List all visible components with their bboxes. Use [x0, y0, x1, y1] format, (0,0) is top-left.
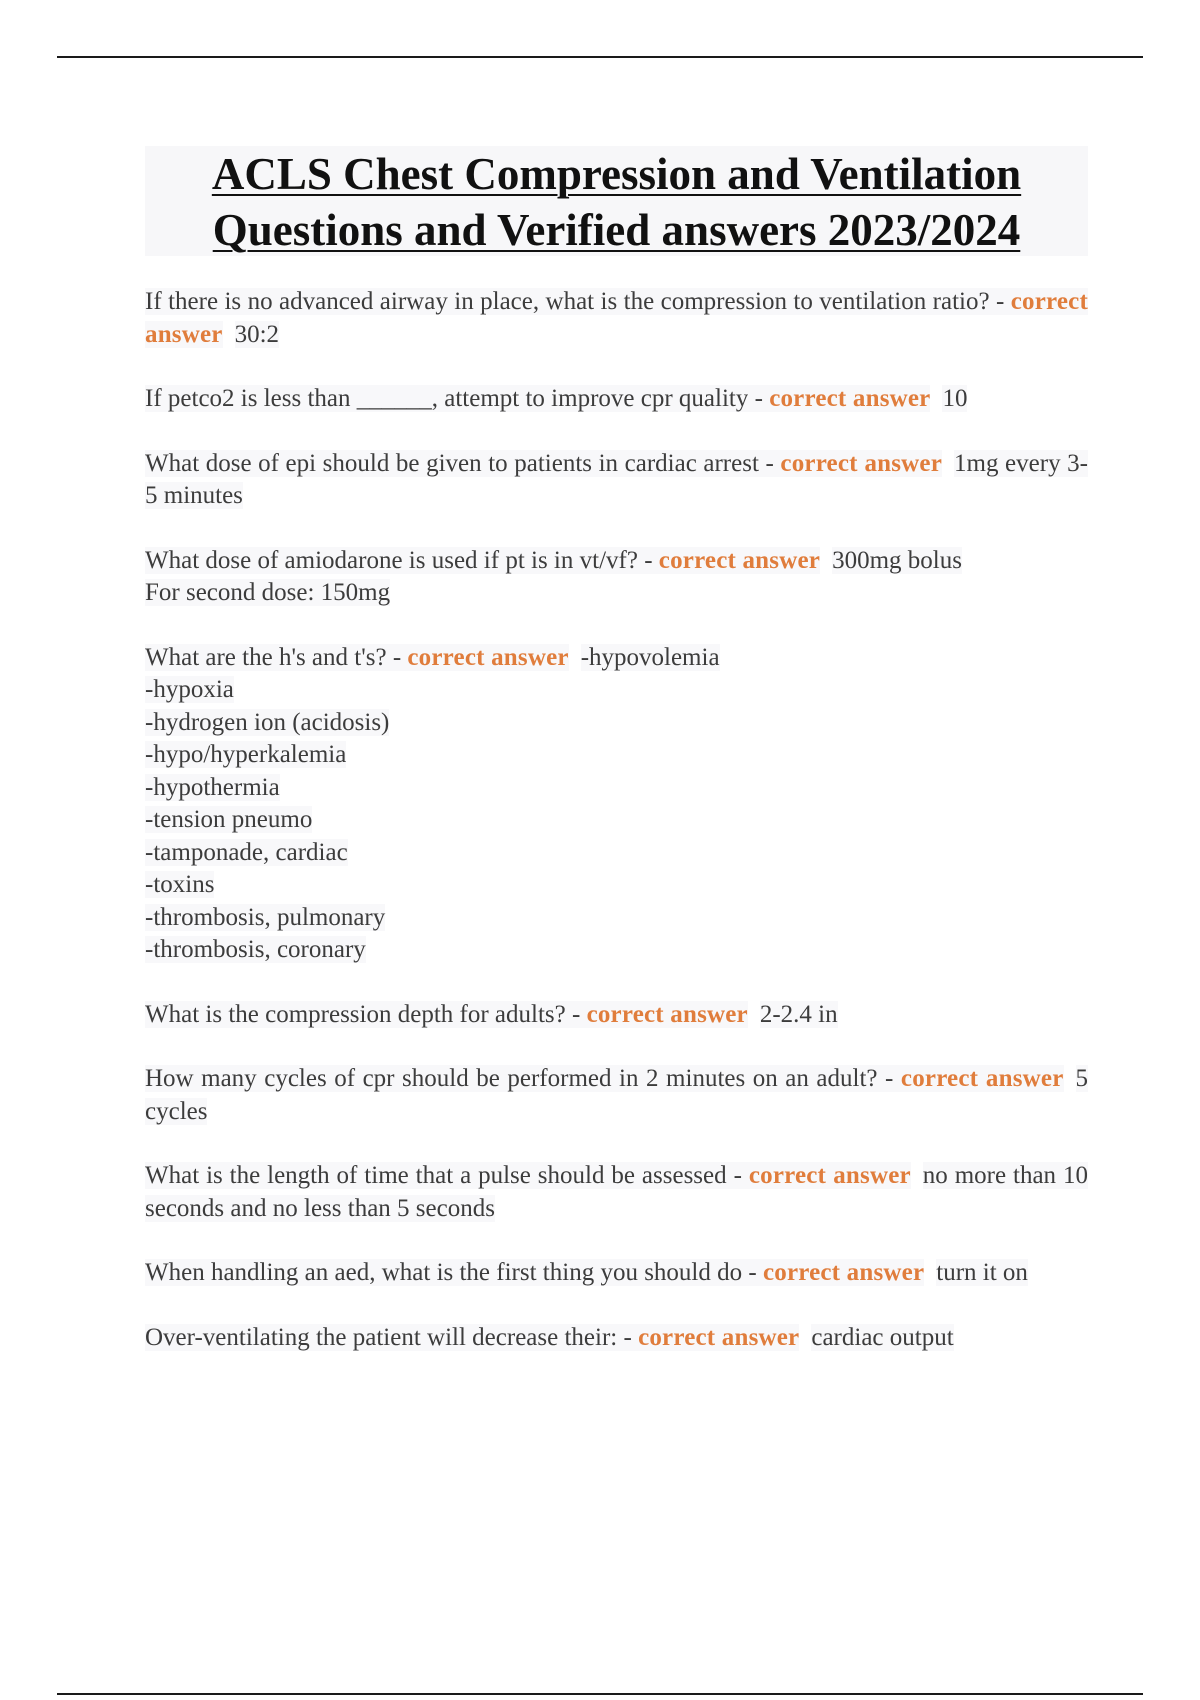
answer-line	[145, 707, 1088, 740]
separator: -	[989, 288, 1011, 315]
correct-answer-label: correct answer	[780, 449, 943, 477]
separator: -	[742, 1259, 763, 1286]
bottom-rule	[57, 1693, 1143, 1695]
separator: -	[726, 1162, 749, 1189]
title-line-2: Questions and Verified answers 2023/2024	[212, 205, 1021, 255]
answer-text: -thrombosis, pulmonary	[145, 903, 386, 931]
answer-text: -toxins	[145, 871, 215, 898]
answer-line	[145, 674, 1088, 707]
qa-item	[145, 383, 1088, 416]
correct-answer-label: correct answer	[145, 288, 1089, 348]
top-rule	[57, 56, 1143, 58]
qa-item	[145, 1322, 1088, 1355]
question-text: What dose of amiodarone is used if pt is in vt/vf?	[145, 546, 638, 574]
answer-text: 2-2.4 in	[759, 1000, 838, 1028]
question-text: If there is no advanced airway in place, what is the compression to ventilation ratio?	[145, 288, 990, 315]
qa-item	[145, 1257, 1088, 1290]
qa-item	[145, 286, 1088, 351]
answer-text: -tamponade, cardiac	[145, 838, 348, 866]
answer-line	[145, 902, 1088, 935]
answer-text: no more than 10 seconds and no less than 5 seconds	[145, 1162, 1088, 1222]
separator: -	[637, 546, 659, 574]
answer-line	[145, 869, 1088, 902]
qa-item	[145, 642, 1088, 967]
answer-text: -thrombosis, coronary	[145, 936, 366, 963]
document-title	[145, 146, 1088, 256]
qa-list	[145, 286, 1088, 1386]
correct-answer-label: correct answer	[900, 1065, 1064, 1092]
separator: -	[877, 1065, 901, 1092]
separator: -	[758, 449, 781, 477]
answer-text: 30:2	[234, 320, 280, 348]
question-text: What dose of epi should be given to patients in cardiac arrest	[145, 449, 759, 477]
answer-text: 10	[942, 385, 968, 412]
answer-text: 300mg bolus	[832, 546, 962, 574]
answer-text: 1mg every 3-5 minutes	[145, 449, 1088, 509]
answer-text: -hypovolemia	[580, 643, 720, 671]
answer-line	[145, 934, 1088, 967]
answer-text: -hypoxia	[145, 676, 234, 703]
correct-answer-label: correct answer	[658, 546, 821, 574]
answer-line	[145, 837, 1088, 870]
qa-item	[145, 1160, 1088, 1225]
question-text: If petco2 is less than ______, attempt to improve cpr quality	[145, 385, 749, 412]
answer-line	[145, 772, 1088, 805]
question-text: What is the compression depth for adults?	[145, 1000, 566, 1028]
question-text: When handling an aed, what is the first thing you should do	[145, 1259, 743, 1286]
qa-item	[145, 1063, 1088, 1128]
separator: -	[748, 385, 770, 412]
correct-answer-label: correct answer	[407, 643, 569, 671]
correct-answer-label: correct answer	[762, 1259, 925, 1286]
answer-text: 5 cycles	[145, 1065, 1088, 1125]
qa-item	[145, 545, 1088, 610]
question-text: What is the length of time that a pulse should be assessed	[145, 1162, 727, 1189]
answer-line	[145, 804, 1088, 837]
correct-answer-label: correct answer	[769, 385, 931, 412]
correct-answer-label: correct answer	[638, 1323, 800, 1351]
separator: -	[617, 1323, 639, 1351]
answer-line	[145, 577, 1088, 610]
separator: -	[386, 643, 408, 671]
answer-text: For second dose: 150mg	[145, 579, 391, 606]
answer-text: -tension pneumo	[145, 806, 313, 833]
answer-line	[145, 739, 1088, 772]
correct-answer-label: correct answer	[586, 1000, 748, 1028]
answer-text: cardiac output	[811, 1323, 954, 1351]
question-text: Over-ventilating the patient will decrease their:	[145, 1323, 618, 1351]
correct-answer-label: correct answer	[748, 1162, 911, 1189]
question-text: How many cycles of cpr should be performed in 2 minutes on an adult?	[145, 1065, 878, 1092]
answer-text: turn it on	[936, 1259, 1028, 1286]
separator: -	[565, 1000, 587, 1028]
qa-item	[145, 999, 1088, 1032]
qa-item	[145, 448, 1088, 513]
answer-text: -hydrogen ion (acidosis)	[145, 708, 390, 736]
answer-text: -hypo/hyperkalemia	[145, 741, 347, 768]
question-text: What are the h's and t's?	[145, 643, 387, 671]
answer-text: -hypothermia	[145, 773, 280, 801]
title-line-1: ACLS Chest Compression and Ventilation	[211, 149, 1022, 199]
